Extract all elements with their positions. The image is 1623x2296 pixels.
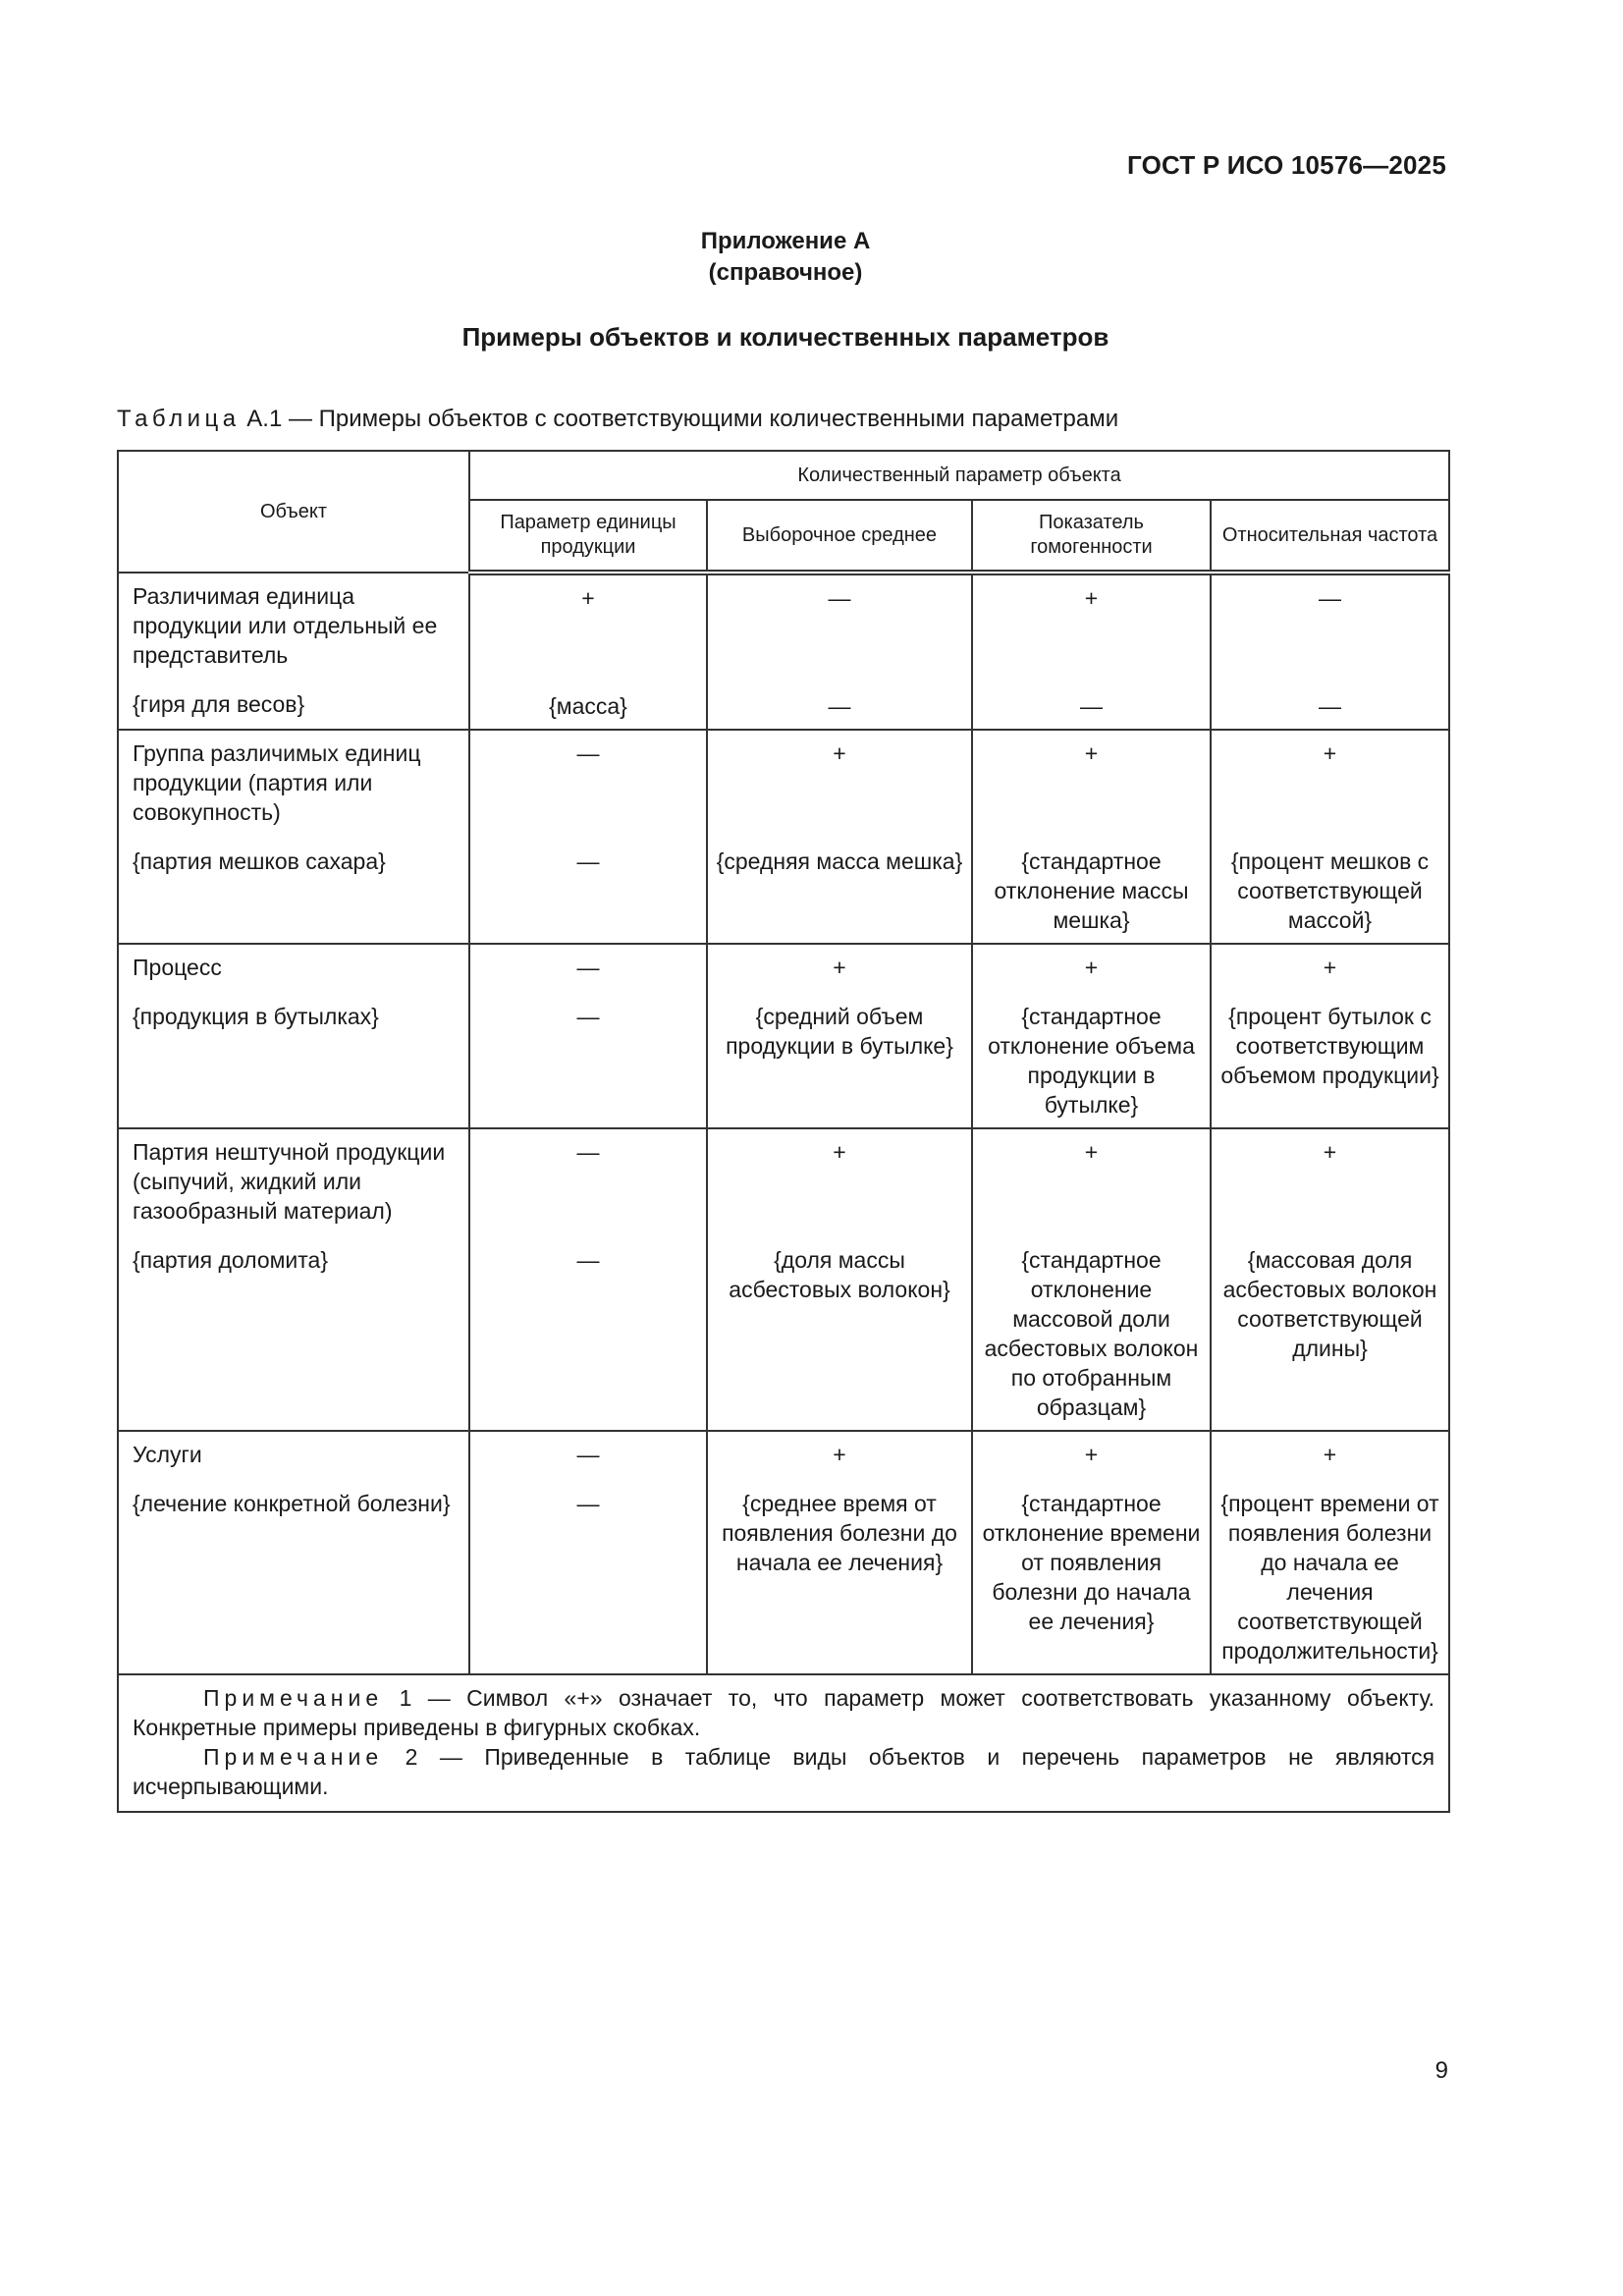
example-value: {среднее время от появления болезни до начала ее лечения}	[722, 1491, 957, 1575]
applicability-mark: +	[1084, 955, 1099, 980]
example-value: {массовая доля асбестовых волокон соответствующей длины}	[1222, 1247, 1437, 1361]
applicability-mark: +	[581, 585, 595, 611]
header-parameter-group: Количественный параметр объекта	[469, 451, 1449, 500]
table-row	[118, 944, 1449, 1128]
example-value: {стандартное отклонение объема продукции в бутылке}	[988, 1004, 1195, 1118]
object-example: {продукция в бутылках}	[133, 1004, 379, 1029]
applicability-mark: +	[1323, 1442, 1337, 1467]
header-sample-mean: Выборочное среднее	[707, 500, 972, 573]
example-value: —	[576, 848, 600, 874]
table-row	[118, 730, 1449, 944]
value-cell	[1211, 573, 1449, 730]
standard-code: ГОСТ Р ИСО 10576—2025	[1126, 150, 1446, 180]
applicability-mark: +	[833, 1442, 846, 1467]
applicability-mark: —	[576, 1139, 600, 1165]
example-value: —	[1080, 693, 1103, 719]
example-value: —	[576, 1247, 600, 1273]
example-value: {стандартное отклонение массовой доли асбестовых волокон по отобранным образцам}	[984, 1247, 1199, 1420]
applicability-mark: +	[1084, 740, 1099, 766]
applicability-mark: +	[1084, 1139, 1099, 1165]
annex-label: Приложение А	[700, 228, 871, 254]
object-example: {партия мешков сахара}	[133, 848, 386, 874]
annex-heading	[0, 226, 1571, 289]
note-2: Примечание 2 — Приведенные в таблице виды объектов и перечень параметров не являются исчерпывающими.	[133, 1744, 1435, 1799]
applicability-mark: —	[1319, 585, 1342, 611]
annex-type: (справочное)	[708, 259, 863, 286]
applicability-mark: +	[1323, 1139, 1337, 1165]
applicability-mark: +	[833, 1139, 846, 1165]
table-caption-text: А.1 — Примеры объектов с соответствующими количественными параметрами	[246, 406, 1119, 432]
value-cell	[1211, 944, 1449, 1128]
object-example: {партия доломита}	[133, 1247, 329, 1273]
header-relative-frequency: Относительная частота	[1211, 500, 1449, 573]
header-object: Объект	[118, 451, 469, 573]
table-row	[118, 1431, 1449, 1674]
example-value: —	[576, 1491, 600, 1516]
example-value: {масса}	[549, 693, 627, 719]
value-cell	[1211, 730, 1449, 944]
applicability-mark: +	[1084, 585, 1099, 611]
value-cell	[469, 1128, 707, 1431]
example-value: {стандартное отклонение времени от появления болезни до начала ее лечения}	[982, 1491, 1201, 1634]
annex-title: Примеры объектов и количественных параметров	[461, 322, 1109, 352]
value-cell	[469, 730, 707, 944]
object-name: Услуги	[133, 1442, 202, 1467]
header-homogeneity: Показатель гомогенности	[972, 500, 1211, 573]
object-name: Группа различимых единиц продукции (партия или совокупность)	[133, 740, 421, 825]
object-example: {лечение конкретной болезни}	[133, 1491, 451, 1516]
table-body	[118, 573, 1449, 1674]
value-cell	[707, 573, 972, 730]
value-cell	[972, 1431, 1211, 1674]
example-value: —	[828, 693, 851, 719]
table-caption	[117, 406, 1118, 433]
applicability-mark: —	[576, 955, 600, 980]
object-cell	[118, 1128, 469, 1431]
example-value: {процент мешков с соответствующей массой}	[1230, 848, 1430, 933]
value-cell	[469, 1431, 707, 1674]
table-row	[118, 573, 1449, 730]
table-caption-prefix: Таблица	[117, 406, 241, 432]
applicability-mark: +	[833, 740, 846, 766]
parameters-table	[117, 450, 1450, 1813]
table-row	[118, 1128, 1449, 1431]
value-cell	[707, 730, 972, 944]
applicability-mark: +	[833, 955, 846, 980]
value-cell	[1211, 1128, 1449, 1431]
object-example: {гиря для весов}	[133, 691, 305, 717]
example-value: {процент бутылок с соответствующим объемом продукции}	[1220, 1004, 1439, 1088]
applicability-mark: —	[576, 1442, 600, 1467]
applicability-mark: —	[828, 585, 851, 611]
applicability-mark: +	[1323, 740, 1337, 766]
applicability-mark: +	[1084, 1442, 1099, 1467]
example-value: —	[576, 1004, 600, 1029]
value-cell	[469, 573, 707, 730]
object-cell	[118, 573, 469, 730]
example-value: {стандартное отклонение массы мешка}	[994, 848, 1189, 933]
applicability-mark: +	[1323, 955, 1337, 980]
note-1: Примечание 1 — Символ «+» означает то, что параметр может соответствовать указанному объекту. Конкретные примеры приведены в фигурных скобках.	[133, 1685, 1435, 1740]
value-cell	[707, 1431, 972, 1674]
value-cell	[972, 730, 1211, 944]
table-notes	[118, 1674, 1449, 1812]
value-cell	[707, 944, 972, 1128]
value-cell	[972, 1128, 1211, 1431]
example-value: {средняя масса мешка}	[716, 848, 963, 874]
applicability-mark: —	[576, 740, 600, 766]
example-value: {процент времени от появления болезни до начала ее лечения соответствующей продолжительности}	[1220, 1491, 1439, 1664]
object-cell	[118, 1431, 469, 1674]
example-value: {доля массы асбестовых волокон}	[729, 1247, 950, 1302]
example-value: —	[1319, 693, 1342, 719]
value-cell	[469, 944, 707, 1128]
value-cell	[1211, 1431, 1449, 1674]
object-cell	[118, 944, 469, 1128]
value-cell	[972, 944, 1211, 1128]
object-name: Процесс	[133, 955, 222, 980]
object-name: Различимая единица продукции или отдельный ее представитель	[133, 583, 438, 668]
object-name: Партия нештучной продукции (сыпучий, жидкий или газообразный материал)	[133, 1139, 446, 1224]
header-unit-parameter: Параметр единицы продукции	[469, 500, 707, 573]
object-cell	[118, 730, 469, 944]
page-number: 9	[1434, 2057, 1448, 2084]
example-value: {средний объем продукции в бутылке}	[726, 1004, 953, 1059]
value-cell	[972, 573, 1211, 730]
value-cell	[707, 1128, 972, 1431]
